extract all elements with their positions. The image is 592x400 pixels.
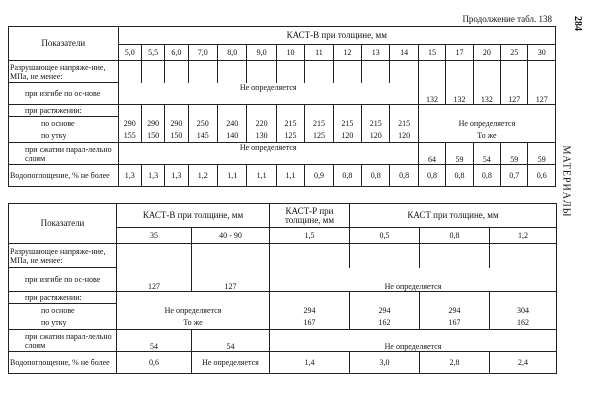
thickness-cell: 6,0 xyxy=(165,45,188,61)
page-number: 284 xyxy=(572,16,583,31)
water-value: 1,1 xyxy=(247,165,276,187)
base-value: 294 xyxy=(350,304,420,317)
base-value: 240 xyxy=(217,117,246,130)
thickness-cell: 0,8 xyxy=(420,228,490,244)
weft-row xyxy=(9,130,556,143)
thickness-cell: 1,5 xyxy=(270,228,350,244)
compression-value: 54 xyxy=(473,143,500,165)
water-value: 0,7 xyxy=(501,165,528,187)
row-label-water-2: Водопоглощение, % не более xyxy=(9,352,117,374)
weft-value: 167 xyxy=(420,317,490,330)
base-value: 215 xyxy=(390,117,418,130)
water-value: 1,1 xyxy=(217,165,246,187)
water-value: 0,8 xyxy=(446,165,473,187)
bending-value: 127 xyxy=(192,268,270,292)
row-label-compression: при сжатии парал-лельно слоям xyxy=(9,143,119,165)
group-header-kastv: КАСТ-В при толщине, мм xyxy=(118,27,555,45)
bending-value: 127 xyxy=(117,268,192,292)
weft-value: 130 xyxy=(247,130,276,143)
row-label-bending-2: при изгибе по ос-нове xyxy=(9,268,117,292)
row-label-weft-2: по утку xyxy=(9,317,117,330)
strength-title-row xyxy=(9,61,556,83)
water-value: 0,9 xyxy=(305,165,333,187)
tension-same-2: То же xyxy=(117,317,270,330)
bending-value: 132 xyxy=(473,83,500,105)
row-label-bending: при изгибе по ос-нове xyxy=(9,83,119,105)
thickness-cell: 5,0 xyxy=(118,45,141,61)
base-value: 215 xyxy=(276,117,304,130)
row-label-tension-2: при растяжении: xyxy=(9,292,117,304)
water-value: 1,1 xyxy=(276,165,304,187)
water-value: 1,3 xyxy=(141,165,164,187)
weft-value: 120 xyxy=(362,130,390,143)
bending-not-determined-2: Не определяется xyxy=(270,268,557,292)
weft-value: 140 xyxy=(217,130,246,143)
compression-row-2 xyxy=(9,330,557,352)
group-header-kastr: КАСТ-Р при толщине, мм xyxy=(270,204,350,228)
thickness-cell: 10 xyxy=(276,45,304,61)
weft-value: 162 xyxy=(350,317,420,330)
water-row-2 xyxy=(9,352,557,374)
bending-row-2 xyxy=(9,268,557,292)
base-value: 290 xyxy=(165,117,188,130)
thickness-cell: 0,5 xyxy=(350,228,420,244)
weft-value: 120 xyxy=(390,130,418,143)
water-not-determined: Не определяется xyxy=(192,352,270,374)
water-value: 0,8 xyxy=(390,165,418,187)
tension-title-row-2 xyxy=(9,292,557,304)
thickness-cell: 35 xyxy=(117,228,192,244)
water-value: 0,8 xyxy=(473,165,500,187)
row-label-base: по основе xyxy=(9,117,119,130)
weft-value: 125 xyxy=(276,130,304,143)
compression-value: 59 xyxy=(528,143,556,165)
water-value: 1,2 xyxy=(188,165,217,187)
kastv-thickness-table xyxy=(8,26,556,187)
base-value: 220 xyxy=(247,117,276,130)
base-row-2 xyxy=(9,304,557,317)
base-value: 294 xyxy=(270,304,350,317)
water-value: 1,4 xyxy=(270,352,350,374)
section-title: МАТЕРИАЛЫ xyxy=(560,145,572,218)
continuation-caption: Продолжение табл. 138 xyxy=(462,14,552,24)
tension-not-determined: Не определяется xyxy=(418,117,555,130)
compression-not-determined-2: Не определяется xyxy=(270,330,557,352)
weft-row-2 xyxy=(9,317,557,330)
thickness-cell: 30 xyxy=(528,45,556,61)
row-label-tension: при растяжении: xyxy=(9,105,119,117)
thickness-cell: 7,0 xyxy=(188,45,217,61)
thickness-cell: 1,2 xyxy=(490,228,557,244)
thickness-cell: 20 xyxy=(473,45,500,61)
water-value: 3,0 xyxy=(350,352,420,374)
weft-value: 155 xyxy=(118,130,141,143)
water-value: 0,8 xyxy=(362,165,390,187)
weft-value: 150 xyxy=(141,130,164,143)
thickness-cell: 13 xyxy=(362,45,390,61)
row-label-strength: Разрушающее напряже-ние, МПа, не менее: xyxy=(9,61,119,83)
water-value: 2,8 xyxy=(420,352,490,374)
group-header-kast: КАСТ при толщине, мм xyxy=(350,204,557,228)
bending-value: 132 xyxy=(418,83,445,105)
compression-value: 54 xyxy=(117,330,192,352)
base-value: 304 xyxy=(490,304,557,317)
weft-value: 162 xyxy=(490,317,557,330)
bending-not-determined: Не определяется xyxy=(118,83,418,105)
compression-row xyxy=(9,143,556,165)
tension-not-determined-2: Не определяется xyxy=(117,304,270,317)
row-label-base-2: по основе xyxy=(9,304,117,317)
base-value: 250 xyxy=(188,117,217,130)
base-row xyxy=(9,117,556,130)
kast-thickness-table xyxy=(8,203,557,374)
compression-value: 59 xyxy=(501,143,528,165)
thickness-cell: 8,0 xyxy=(217,45,246,61)
base-value: 215 xyxy=(305,117,333,130)
bending-value: 127 xyxy=(528,83,556,105)
base-value: 294 xyxy=(420,304,490,317)
thickness-cell: 9,0 xyxy=(247,45,276,61)
base-value: 215 xyxy=(333,117,361,130)
bending-row xyxy=(9,83,556,105)
thickness-cell: 11 xyxy=(305,45,333,61)
water-row xyxy=(9,165,556,187)
compression-value: 59 xyxy=(446,143,473,165)
row-label-water: Водопоглощение, % не более xyxy=(9,165,119,187)
thickness-cell: 5,5 xyxy=(141,45,164,61)
water-value: 1,3 xyxy=(165,165,188,187)
tension-title-row xyxy=(9,105,556,117)
header-indicators: Показатели xyxy=(9,27,119,61)
water-value: 1,3 xyxy=(118,165,141,187)
water-value: 0,8 xyxy=(418,165,445,187)
thickness-cell: 25 xyxy=(501,45,528,61)
strength-title-row-2 xyxy=(9,244,557,268)
thickness-cell: 17 xyxy=(446,45,473,61)
weft-value: 120 xyxy=(333,130,361,143)
row-label-compression-2: при сжатии парал-лельно слоям xyxy=(9,330,117,352)
compression-value: 54 xyxy=(192,330,270,352)
thickness-cell: 12 xyxy=(333,45,361,61)
thickness-cell: 15 xyxy=(418,45,445,61)
water-value: 0,6 xyxy=(528,165,556,187)
base-value: 215 xyxy=(362,117,390,130)
thickness-cell: 40 - 90 xyxy=(192,228,270,244)
weft-value: 150 xyxy=(165,130,188,143)
weft-value: 145 xyxy=(188,130,217,143)
weft-value: 167 xyxy=(270,317,350,330)
bending-value: 127 xyxy=(501,83,528,105)
header-indicators-2: Показатели xyxy=(9,204,117,244)
row-label-strength-2: Разрушающее напряже-ние, МПа, не менее: xyxy=(9,244,117,268)
base-value: 290 xyxy=(118,117,141,130)
bending-value: 132 xyxy=(446,83,473,105)
water-value: 0,6 xyxy=(117,352,192,374)
compression-value: 64 xyxy=(418,143,445,165)
water-value: 2,4 xyxy=(490,352,557,374)
compression-not-determined: Не определяется xyxy=(118,143,418,165)
row-label-weft: по утку xyxy=(9,130,119,143)
weft-value: 125 xyxy=(305,130,333,143)
thickness-cell: 14 xyxy=(390,45,418,61)
base-value: 290 xyxy=(141,117,164,130)
group-header-kastv-2: КАСТ-В при толщине, мм xyxy=(117,204,270,228)
water-value: 0,8 xyxy=(333,165,361,187)
tension-same: То же xyxy=(418,130,555,143)
